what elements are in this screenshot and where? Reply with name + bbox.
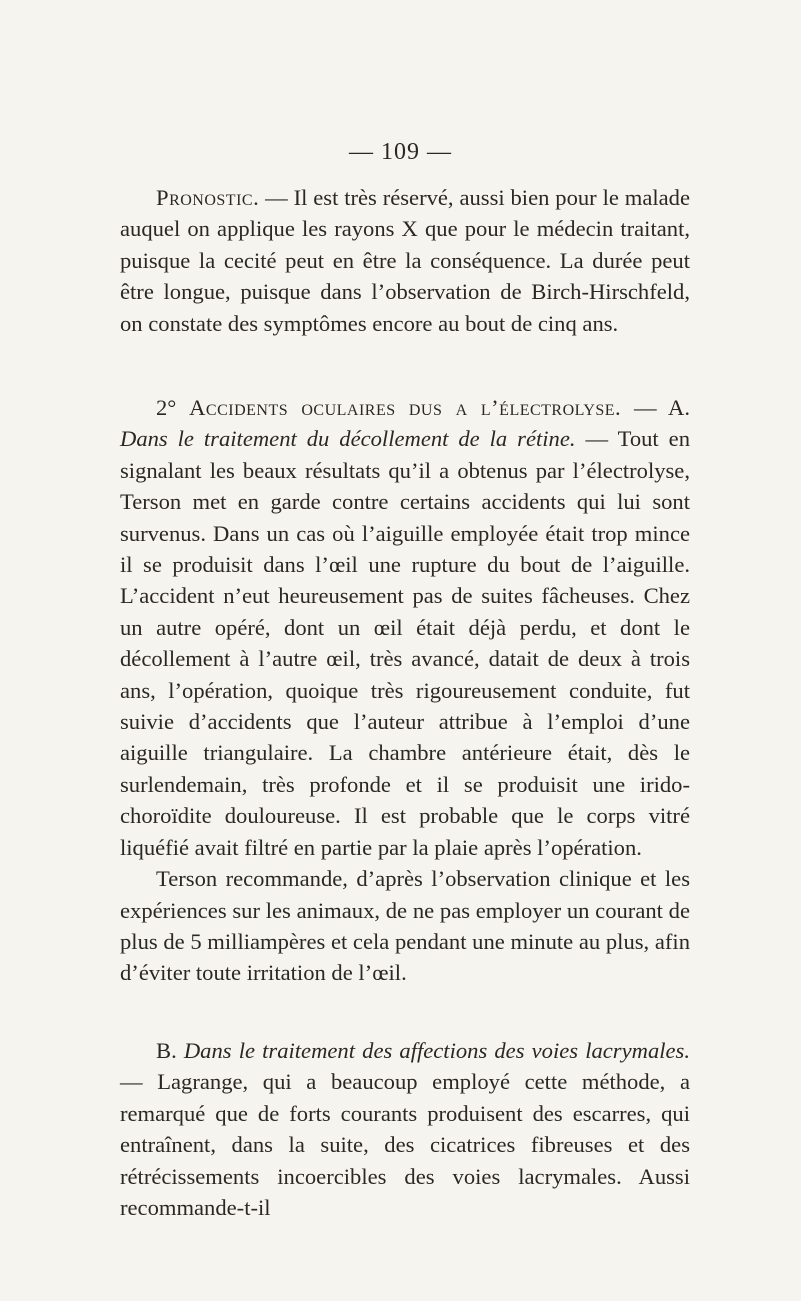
- subsection-a-letter: A.: [668, 395, 690, 420]
- pronostic-text: — Il est très réservé, aussi bien pour le malade auquel on applique les rayons X que pour le médecin traitant, puisque la cecité peut en être la conséquence. La durée peut être longue, puisque dans l’observation de Birch-Hirschfeld, on constate des symptômes encore au bout de cinq ans.: [120, 185, 690, 336]
- pronostic-heading: Pronostic.: [156, 185, 260, 210]
- terson-recommendation: Terson recommande, d’après l’observation clinique et les expériences sur les animaux, de ne pas employer un courant de plus de 5 milliampères et cela pendant une minute au plus, afin d’éviter toute irritation de l’œil.: [120, 866, 690, 986]
- section-dash: —: [633, 395, 657, 420]
- subsection-a-text: — Tout en signalant les beaux résultats qu’il a obtenus par l’électrolyse, Terson met en garde contre certains accidents qui lui sont survenus. Dans un cas où l’aiguille employée était trop mince il se produisit dans l’œil une rupture du bout de l’aiguille. L’accident n’eut heureusement pas de suites fâcheuses. Chez un autre opéré, dont un œil était déjà perdu, et dont le décollement à l’autre œil, très avancé, datait de deux à trois ans, l’opération, quoique très rigoureusement conduite, fut suivie d’accidents que l’auteur attribue à l’emploi d’une aiguille triangulaire. La chambre antérieure était, dès le surlendemain, très profonde et il se produisit une irido-choroïdite douloureuse. Il est probable que le corps vitré liquéfié avait filtré en partie par la plaie après l’opération.: [120, 426, 690, 860]
- paragraph-pronostic: [120, 182, 690, 339]
- subsection-a-title: Dans le traitement du décollement de la rétine.: [120, 426, 576, 452]
- section-number: 2°: [156, 395, 177, 420]
- paragraph-accidents-electrolyse: [120, 392, 690, 989]
- subsection-b-text: — Lagrange, qui a beaucoup employé cette méthode, a remarqué que de forts courants produisent des escarres, qui entraînent, dans la suite, des cicatrices fibreuses et des rétrécissements incoercibles des voies lacrymales. Aussi recommande-t-il: [120, 1069, 690, 1221]
- subsection-b-title: Dans le traitement des affections des voies lacrymales.: [183, 1038, 690, 1063]
- paragraph-voies-lacrymales: [120, 1035, 690, 1223]
- subsection-b-letter: B.: [156, 1038, 177, 1063]
- section-heading: Accidents oculaires dus a l’électrolyse.: [189, 395, 622, 420]
- page-number: — 109 —: [349, 139, 452, 165]
